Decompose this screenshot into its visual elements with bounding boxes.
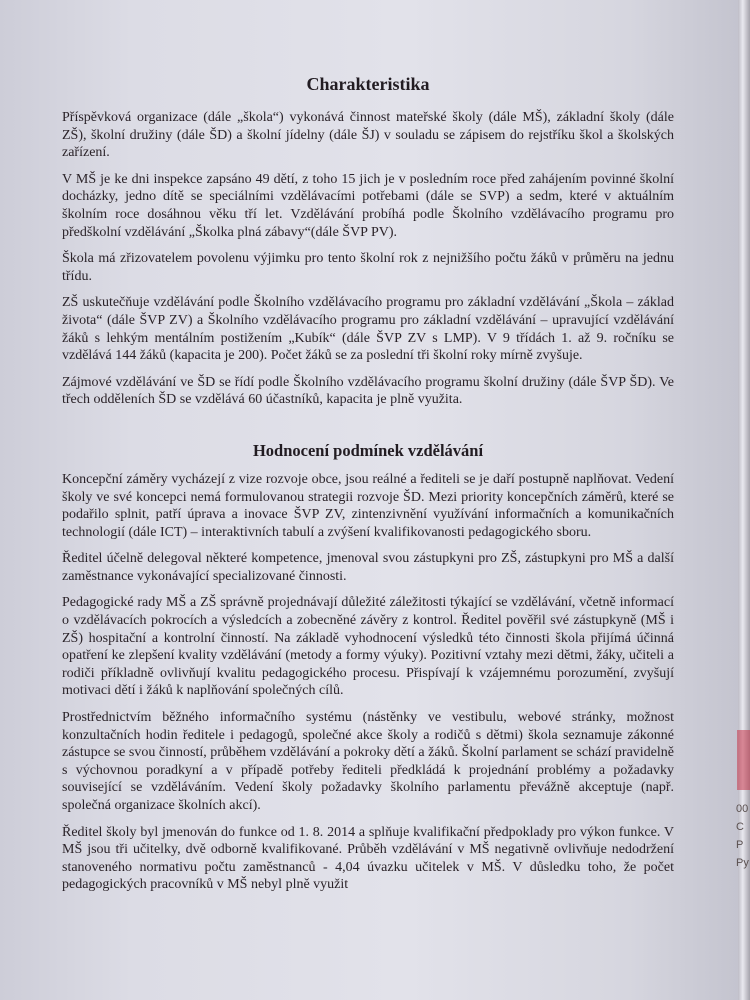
paragraph: Příspěvková organizace (dále „škola“) vykonává činnost mateřské školy (dále MŠ), základní školy (dále ZŠ), školní družiny (dále ŠD) a školní jídelny (dále ŠJ) v souladu se zápisem do rejstříku škol a školských zařízení. bbox=[62, 110, 674, 161]
fragment-line: Py bbox=[736, 857, 749, 869]
paragraph: V MŠ je ke dni inspekce zapsáno 49 dětí, z toho 15 jich je v posledním roce před zahájením povinné školní docházky, jedno dítě se speciálními vzdělávacími potřebami (dále se SVP) a sedm, které v aktuálním školním roce dosáhnou věku tří let. Vzdělávání probíhá podle Školního vzdělávacího programu pro předškolní vzdělávání „Školka plná zábavy“(dále ŠVP PV). bbox=[62, 171, 674, 240]
paragraph: Prostřednictvím běžného informačního systému (nástěnky ve vestibulu, webové stránky, možnost konzultačních hodin ředitele i pedagogů, společné akce školy a rodičů s dětmi) škola seznamuje zákonné zástupce se svou činností, průběhem vzdělávání a pokroky dětí a žáků. Školní parlament se schází pravidelně s výchovnou poradkyní a v případě potřeby řediteli předkládá k projednání problémy a požadavky související se vzděláváním. Vedení školy požadavky školního parlamentu převážně akceptuje (např. společná organizace školních akcí). bbox=[62, 710, 674, 813]
fragment-line: 00 bbox=[736, 803, 749, 815]
section-title-charakteristika: Charakteristika bbox=[306, 74, 430, 94]
fragment-line: C bbox=[736, 821, 744, 833]
paragraph: Ředitel školy byl jmenován do funkce od 1. 8. 2014 a splňuje kvalifikační předpoklady pro výkon funkce. V MŠ jsou tři učitelky, dvě odborně kvalifikované. Průběh vzdělávání v MŠ negativně ovlivňuje nedodržení stanoveného normativu počtu zaměstnanců - 4,04 úvazku učitelek v MŠ. V důsledku toho, že počet pedagogických pracovníků v MŠ nebyl plně využit bbox=[62, 824, 674, 893]
paragraph: Škola má zřizovatelem povolenu výjimku pro tento školní rok z nejnižšího počtu žáků v průměru na jednu třídu. bbox=[62, 251, 674, 284]
fragment-line: P bbox=[736, 839, 744, 851]
adjacent-page-text-fragment bbox=[736, 800, 749, 872]
document-content bbox=[62, 66, 674, 903]
paragraph: Pedagogické rady MŠ a ZŠ správně projednávají důležité záležitosti týkající se vzdělávání, včetně informací o vzdělávacích pokrocích a výsledcích a zobecněné závěry z kontrol. Ředitel pověřil své zástupkyně (MŠ i ZŠ) hospitační a kontrolní činností. Na základě vyhodnocení výsledků této činnosti škola přijímá účinná opatření ke zlepšení kvality vzdělávání (metody a formy výuky). Pozitivní vztahy mezi dětmi, žáky, učiteli a rodiči příkladně ovlivňují kvalitu pedagogického procesu. Přispívají k vzájemnému porozumění, zvyšují motivaci dětí i žáků k naplňování společných cílů. bbox=[62, 595, 674, 699]
paragraph: Koncepční záměry vycházejí z vize rozvoje obce, jsou reálné a řediteli se je daří postupně naplňovat. Vedení školy ve své koncepci nemá formulovanou strategii rozvoje ŠD. Mezi priority koncepčních záměrů, které se podařilo splnit, patří úprava a inovace ŠVP ZV, zintenzivnění využívání informačních a komunikačních technologií (dále ICT) – interaktivních tabulí a zvýšení kvalifikovanosti pedagogického sboru. bbox=[62, 471, 674, 540]
paragraph: Zájmové vzdělávání ve ŠD se řídí podle Školního vzdělávacího programu školní družiny (dále ŠVP ŠD). Ve třech odděleních ŠD se vzdělává 60 účastníků, kapacita je plně využita. bbox=[62, 374, 674, 408]
paragraph: ZŠ uskutečňuje vzdělávání podle Školního vzdělávacího programu pro základní vzdělávání „Škola – základ života“ (dále ŠVP ZV) a Školního vzdělávacího programu pro základní vzdělávání – upravující vzdělávání žáků s lehkým mentálním postižením „Kubík“ (dále ŠVP ZV s LMP). V 9 třídách 1. až 9. ročníku se vzdělává 144 žáků (kapacita je 200). Počet žáků se za poslední tři školní roky mírně zvyšuje. bbox=[62, 295, 674, 364]
section-title-hodnoceni: Hodnocení podmínek vzdělávání bbox=[252, 440, 484, 460]
paragraph: Ředitel účelně delegoval některé kompetence, jmenoval svou zástupkyni pro ZŠ, zástupkyni pro MŠ a další zaměstnance vykonávající specializované činnosti. bbox=[62, 551, 674, 584]
adjacent-page-color-strip bbox=[737, 730, 750, 790]
